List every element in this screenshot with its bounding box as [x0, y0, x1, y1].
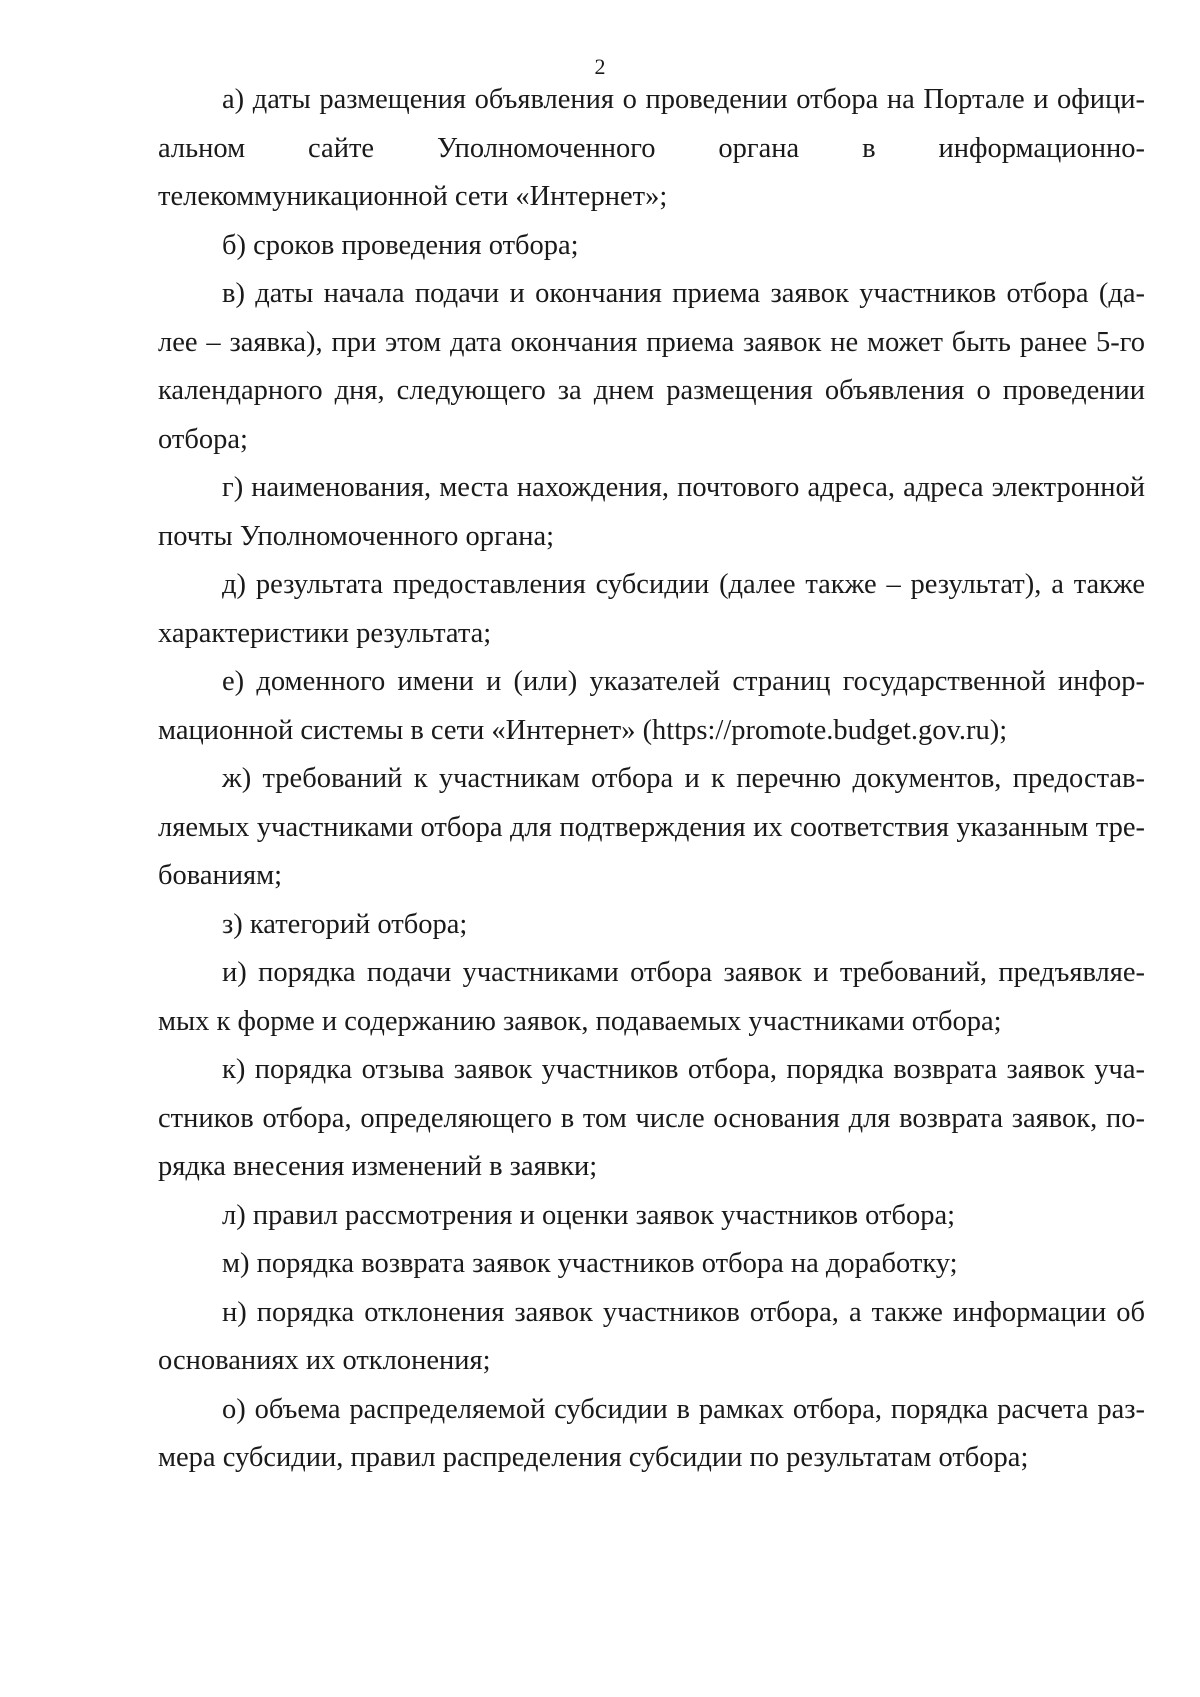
paragraph: [158, 755, 1145, 901]
text-line: б) сроков проведения отбора;: [222, 229, 579, 261]
text-line: стников отбора, определяющего в том числе основания для возврата заявок, по-: [158, 1102, 1145, 1134]
text-line: н) порядка отклонения заявок участников отбора, а также информации об: [222, 1296, 1145, 1328]
text-line: рядка внесения изменений в заявки;: [158, 1151, 598, 1182]
text-line: мых к форме и содержанию заявок, подаваемых участниками отбора;: [158, 1005, 1002, 1037]
text-line: и) порядка подачи участниками отбора заявок и требований, предъявляе-: [222, 957, 1145, 988]
paragraph: [158, 76, 1145, 222]
paragraph: [158, 949, 1145, 1046]
paragraph: [158, 561, 1145, 658]
text-line: альном сайте Уполномоченного органа в информационно-: [158, 132, 1145, 164]
text-line: мера субсидии, правил распределения субсидии по результатам отбора;: [158, 1442, 1029, 1473]
paragraph: [158, 1240, 1145, 1289]
text-line: телекоммуникационной сети «Интернет»;: [158, 181, 668, 212]
text-line: календарного дня, следующего за днем размещения объявления о проведении: [158, 375, 1145, 406]
text-line: о) объема распределяемой субсидии в рамках отбора, порядка расчета раз-: [222, 1393, 1145, 1425]
text-line: д) результата предоставления субсидии (далее также – результат), а также: [222, 569, 1145, 600]
paragraph: [158, 1386, 1145, 1483]
paragraph: [158, 901, 1145, 950]
text-line: характеристики результата;: [158, 617, 492, 649]
text-line: лее – заявка), при этом дата окончания приема заявок не может быть ранее 5-го: [158, 326, 1145, 358]
paragraph: [158, 658, 1145, 755]
paragraph: [158, 464, 1145, 561]
page-number: 2: [594, 54, 606, 79]
text-line: бованиям;: [158, 860, 283, 891]
text-line: отбора;: [158, 423, 248, 455]
text-line: ляемых участниками отбора для подтверждения их соответствия указанным тре-: [158, 811, 1145, 843]
paragraph: [158, 270, 1145, 464]
paragraph: [158, 1046, 1145, 1192]
text-line: а) даты размещения объявления о проведении отбора на Портале и офици-: [222, 84, 1145, 115]
paragraph: [158, 1289, 1145, 1386]
text-line: е) доменного имени и (или) указателей страниц государственной инфор-: [222, 666, 1145, 697]
text-line: з) категорий отбора;: [222, 908, 468, 940]
text-line: к) порядка отзыва заявок участников отбора, порядка возврата заявок уча-: [222, 1054, 1145, 1085]
text-line: почты Уполномоченного органа;: [158, 520, 555, 552]
text-line: м) порядка возврата заявок участников отбора на доработку;: [222, 1248, 958, 1279]
text-line: л) правил рассмотрения и оценки заявок участников отбора;: [222, 1199, 956, 1231]
text-line: в) даты начала подачи и окончания приема заявок участников отбора (да-: [222, 278, 1145, 309]
paragraph: [158, 222, 1145, 271]
paragraph: [158, 1192, 1145, 1241]
text-line: г) наименования, места нахождения, почтового адреса, адреса электронной: [222, 472, 1145, 503]
document-body: [158, 76, 1145, 1483]
text-line: основаниях их отклонения;: [158, 1345, 491, 1376]
text-line: мационной системы в сети «Интернет» (https://promote.budget.gov.ru);: [158, 714, 1008, 746]
text-line: ж) требований к участникам отбора и к перечню документов, предостав-: [222, 763, 1145, 794]
